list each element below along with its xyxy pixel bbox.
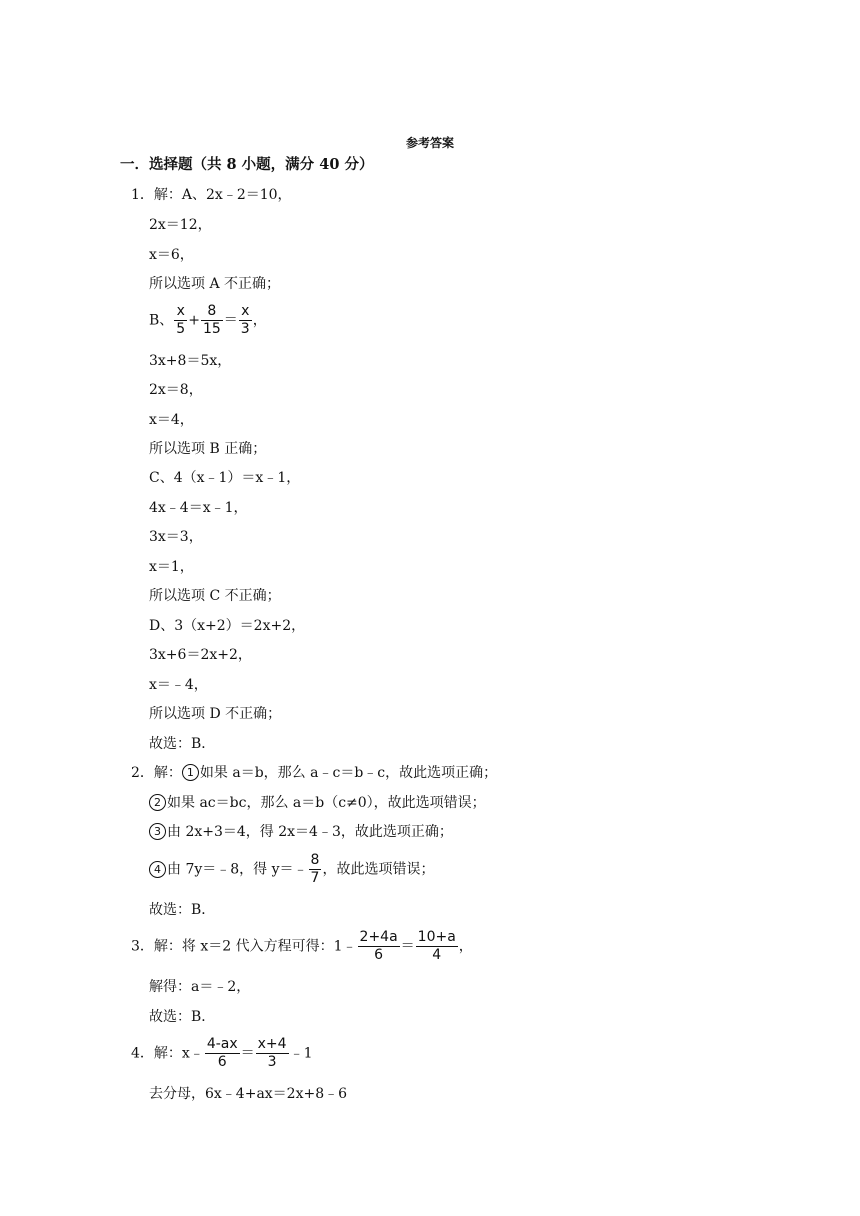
q1-line-9: 所以选项 B 正确； <box>149 441 267 457</box>
option-b-label: B、 <box>149 312 174 329</box>
q2-line-2: 2 如果 ac＝bc，那么 a＝b（c≠0），故此选项错误； <box>149 794 486 812</box>
q1-line-8: x＝4， <box>149 412 194 428</box>
q3-line-2: 解得：a＝﹣2， <box>149 979 251 995</box>
q3-line-3: 故选：B． <box>149 1009 216 1025</box>
q4-line-1: 4．解：x﹣ $\frac{4-ax}{6}$ ＝ $\frac{x+4}{3}$ ﹣1 <box>131 1036 313 1070</box>
q2-line-1: 2．解： 1 如果 a＝b，那么 a﹣c＝b﹣c，故此选项正确； <box>131 765 498 781</box>
fraction-8-over-7: $\frac{8}{7}$ <box>310 852 320 886</box>
q1-line-11: 4x﹣4＝x﹣1， <box>149 500 248 516</box>
q1-line-14: 所以选项 C 不正确； <box>149 588 281 604</box>
page-title: 参考答案 <box>405 136 454 150</box>
q1-line-5: B、 $\frac{x}{5}$ + $\frac{8}{15}$ ＝ $\frac{x}{3}$ ， <box>149 303 267 337</box>
q1-line-13: x＝1， <box>149 559 194 575</box>
fraction-x-over-5: $\frac{x}{5}$ <box>176 303 186 337</box>
q1-line-12: 3x＝3， <box>149 529 203 545</box>
circled-number-2: 2 <box>149 794 166 811</box>
circled-number-4: 4 <box>149 861 166 878</box>
q1-line-7: 2x＝8， <box>149 382 203 398</box>
fraction-10plusa-over-4: $\frac{10+a}{4}$ <box>417 929 456 963</box>
q1-line-1: 1．解：A、2x﹣2＝10， <box>131 187 292 203</box>
q1-line-2: 2x＝12， <box>149 217 212 233</box>
fraction-4minusax-over-6: $\frac{4-ax}{6}$ <box>206 1036 238 1070</box>
fraction-x-over-3: $\frac{x}{3}$ <box>240 303 250 337</box>
q3-line-1: 3．解：将 x＝2 代入方程可得：1﹣ $\frac{2+4a}{6}$ ＝ $\frac{10+a}{4}$ ， <box>131 929 473 963</box>
q4-line-2: 去分母，6x﹣4+ax＝2x+8﹣6 <box>149 1086 348 1102</box>
circled-number-1: 1 <box>182 764 199 781</box>
q1-line-17: x＝﹣4， <box>149 677 208 693</box>
section-heading: 一．选择题（共 8 小题，满分 40 分） <box>120 156 374 173</box>
q1-line-6: 3x+8＝5x， <box>149 353 232 369</box>
q1-line-15: D、3（x+2）＝2x+2， <box>149 618 306 634</box>
q1-line-16: 3x+6＝2x+2， <box>149 647 252 663</box>
q2-line-4: 4 由 7y＝﹣8，得 y＝﹣ $\frac{8}{7}$ ，故此选项错误； <box>149 852 434 887</box>
fraction-2plus4a-over-6: $\frac{2+4a}{6}$ <box>359 929 398 963</box>
q1-line-10: C、4（x﹣1）＝x﹣1， <box>149 470 301 486</box>
circled-number-3: 3 <box>149 823 166 840</box>
q1-line-18: 所以选项 D 不正确； <box>149 706 282 722</box>
q1-line-19: 故选：B． <box>149 736 216 752</box>
q2-line-3: 3 由 2x+3＝4，得 2x＝4﹣3，故此选项正确； <box>149 823 453 841</box>
fraction-xplus4-over-3: $\frac{x+4}{3}$ <box>257 1036 287 1070</box>
fraction-8-over-15: $\frac{8}{15}$ <box>202 303 221 337</box>
q1-line-4: 所以选项 A 不正确； <box>149 276 281 292</box>
q1-line-3: x＝6， <box>149 247 194 263</box>
q2-line-5: 故选：B． <box>149 902 216 918</box>
